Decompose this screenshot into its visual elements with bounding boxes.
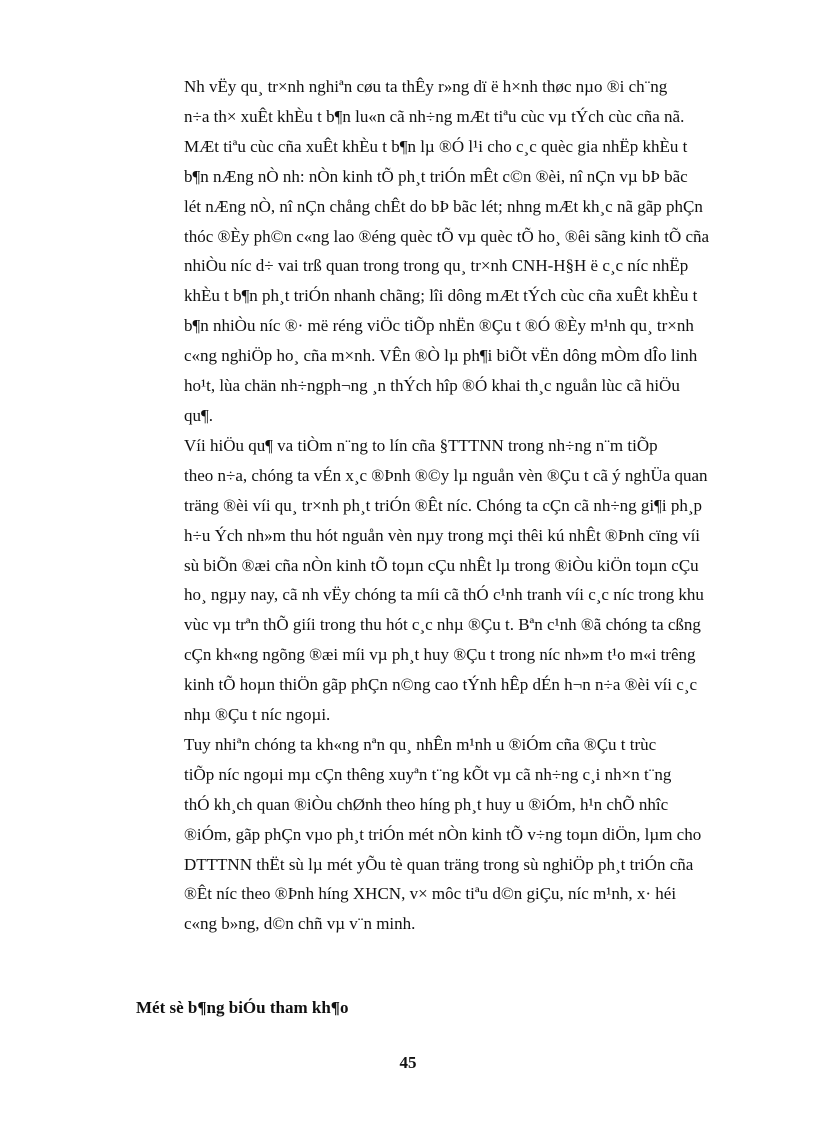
- text-line: b¶n nÆng nÒ nh: nÒn kinh tÕ ph¸t triÓn mÊt c©n ®èi, nî nÇn vµ bÞ bãc: [184, 166, 688, 186]
- text-line: c«ng nghiÖp ho¸ cña m×nh. VÊn ®Ò lµ ph¶i biÕt vËn dông mÒm dÎo linh: [184, 346, 698, 366]
- text-line: MÆt tiªu cùc cña xuÊt khÈu t b¶n lµ ®Ó l¹i cho c¸c quèc gia nhËp khÈu t: [184, 136, 688, 156]
- text-line: cÇn kh«ng ngõng ®æi míi vµ ph¸t huy ®Çu t trong níc nh»m t¹o m«i trêng: [184, 645, 696, 665]
- paragraph-1: [136, 72, 740, 431]
- document-body: [136, 72, 740, 939]
- text-line: nhiÒu níc d÷ vai trß quan trong trong qu¸ tr×nh CNH-H§H ë c¸c níc nhËp: [184, 256, 689, 276]
- text-line: lét nÆng nÒ, nî nÇn chång chÊt do bÞ bãc lét; nhng mÆt kh¸c nã gãp phÇn: [184, 196, 703, 216]
- text-line: ®iÓm, gãp phÇn vµo ph¸t triÓn mét nÒn kinh tÕ v÷ng toµn diÖn, lµm cho: [184, 824, 702, 844]
- text-line: träng ®èi víi qu¸ tr×nh ph¸t triÓn ®Êt níc. Chóng ta cÇn cã nh÷ng gi¶i ph¸p: [184, 495, 702, 515]
- text-line: sù biÕn ®æi cña nÒn kinh tÕ toµn cÇu nhÊt lµ trong ®iÒu kiÖn toµn cÇu: [184, 555, 699, 575]
- text-line: khÈu t b¶n ph¸t triÓn nhanh chãng; lîi dông mÆt tÝch cùc cña xuÊt khÈu t: [184, 286, 698, 306]
- text-line: vùc vµ trªn thÕ giíi trong thu hót c¸c nhµ ®Çu t. Bªn c¹nh ®ã chóng ta cßng: [184, 615, 701, 635]
- text-line: theo n÷a, chóng ta vÉn x¸c ®Þnh ®©y lµ nguån vèn ®Çu t cã ý nghÜa quan: [184, 465, 708, 485]
- text-line: ®Êt níc theo ®Þnh híng XHCN, v× môc tiªu d©n giÇu, níc m¹nh, x· héi: [184, 884, 677, 904]
- text-line: Tuy nhiªn chóng ta kh«ng nªn qu¸ nhÊn m¹nh u ®iÓm cña ®Çu t trùc: [184, 734, 657, 754]
- text-line: thóc ®Èy ph©n c«ng lao ®éng quèc tÕ vµ quèc tÕ ho¸ ®êi sãng kinh tÕ cña: [184, 226, 710, 246]
- text-line: Nh vËy qu¸ tr×nh nghiªn cøu ta thÊy r»ng dï ë h×nh thøc nµo ®i ch¨ng: [184, 77, 668, 96]
- paragraph-3: [136, 730, 740, 939]
- text-line: Víi hiÖu qu¶ va tiÒm n¨ng to lín cña §TTTNN trong nh÷ng n¨m tiÕp: [184, 435, 658, 455]
- paragraph-2: [136, 431, 740, 730]
- text-line: thÓ kh¸ch quan ®iÒu chØnh theo híng ph¸t huy u ®iÓm, h¹n chÕ nhîc: [184, 794, 669, 814]
- text-line: kinh tÕ hoµn thiÖn gãp phÇn n©ng cao tÝnh hÊp dÉn h¬n n÷a ®èi víi c¸c: [184, 675, 697, 695]
- text-line: b¶n nhiÒu níc ®· më réng viÖc tiÕp nhËn ®Çu t ®Ó ®Èy m¹nh qu¸ tr×nh: [184, 316, 694, 336]
- text-line: qu¶.: [184, 405, 213, 425]
- text-line: c«ng b»ng, d©n chñ vµ v¨n minh.: [184, 914, 416, 934]
- text-line: tiÕp níc ngoµi mµ cÇn thêng xuyªn t¨ng kÕt vµ cã nh÷ng c¸i nh×n t¨ng: [184, 764, 672, 784]
- text-line: n÷a th× xuÊt khÈu t b¶n lu«n cã nh÷ng mÆt tiªu cùc vµ tÝch cùc cña nã.: [184, 106, 685, 126]
- page-number: 45: [399, 1053, 417, 1072]
- text-line: ho¸ ngµy nay, cã nh vËy chóng ta míi cã thÓ c¹nh tranh víi c¸c níc trong khu: [184, 585, 704, 605]
- section-title: Mét sè b¶ng biÓu tham kh¶o: [136, 998, 349, 1017]
- text-line: ho¹t, lùa chän nh÷ngph¬ng ¸n thÝch hîp ®Ó khai th¸c nguån lùc cã hiÖu: [184, 376, 680, 396]
- text-line: nhµ ®Çu t níc ngoµi.: [184, 705, 331, 725]
- text-line: DTTTNN thËt sù lµ mét yÕu tè quan träng trong sù nghiÖp ph¸t triÓn cña: [184, 854, 694, 874]
- text-line: h÷u Ých nh»m thu hót nguån vèn nµy trong mçi thêi kú nhÊt ®Þnh cïng víi: [184, 525, 701, 545]
